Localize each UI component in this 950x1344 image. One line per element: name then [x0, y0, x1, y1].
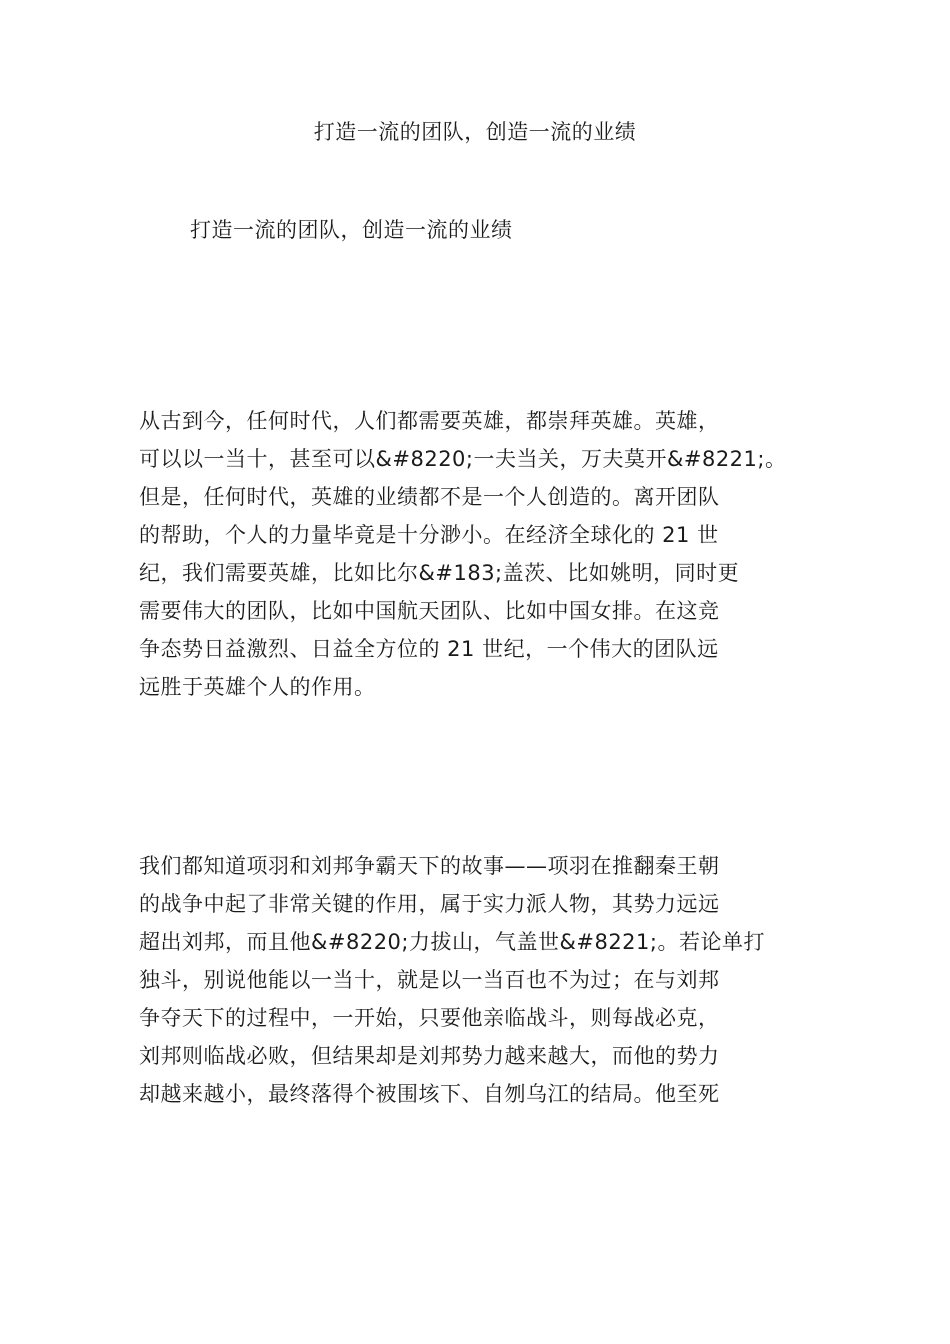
- paragraph-line: 的战争中起了非常关键的作用，属于实力派人物，其势力远远: [139, 892, 720, 916]
- paragraph-line: 我们都知道项羽和刘邦争霸天下的故事——项羽在推翻秦王朝: [139, 854, 720, 878]
- document-subtitle: 打造一流的团队，创造一流的业绩: [190, 218, 513, 242]
- paragraph-line: 纪，我们需要英雄，比如比尔&#183;盖茨、比如姚明，同时更: [139, 561, 740, 585]
- paragraph-line: 的帮助，个人的力量毕竟是十分渺小。在经济全球化的 21 世: [139, 523, 719, 547]
- document-title: 打造一流的团队，创造一流的业绩: [313, 120, 637, 144]
- paragraph-line: 争夺天下的过程中，一开始，只要他亲临战斗，则每战必克，: [139, 1006, 720, 1030]
- paragraph-line: 从古到今，任何时代，人们都需要英雄，都崇拜英雄。英雄，: [139, 409, 720, 433]
- paragraph-2: [139, 851, 819, 1117]
- paragraph-line: 但是，任何时代，英雄的业绩都不是一个人创造的。离开团队: [139, 485, 720, 509]
- paragraph-line: 刘邦则临战必败，但结果却是刘邦势力越来越大，而他的势力: [139, 1044, 720, 1068]
- paragraph-line: 需要伟大的团队，比如中国航天团队、比如中国女排。在这竞: [139, 599, 720, 623]
- paragraph-line: 远胜于英雄个人的作用。: [139, 675, 376, 699]
- paragraph-1: [139, 406, 819, 710]
- paragraph-line: 争态势日益激烈、日益全方位的 21 世纪，一个伟大的团队远: [139, 637, 719, 661]
- paragraph-line: 超出刘邦，而且他&#8220;力拔山，气盖世&#8221;。若论单打: [139, 930, 765, 954]
- paragraph-line: 独斗，别说他能以一当十，就是以一当百也不为过；在与刘邦: [139, 968, 720, 992]
- paragraph-line: 却越来越小，最终落得个被围垓下、自刎乌江的结局。他至死: [139, 1082, 720, 1106]
- paragraph-line: 可以以一当十，甚至可以&#8220;一夫当关，万夫莫开&#8221;。: [139, 447, 787, 471]
